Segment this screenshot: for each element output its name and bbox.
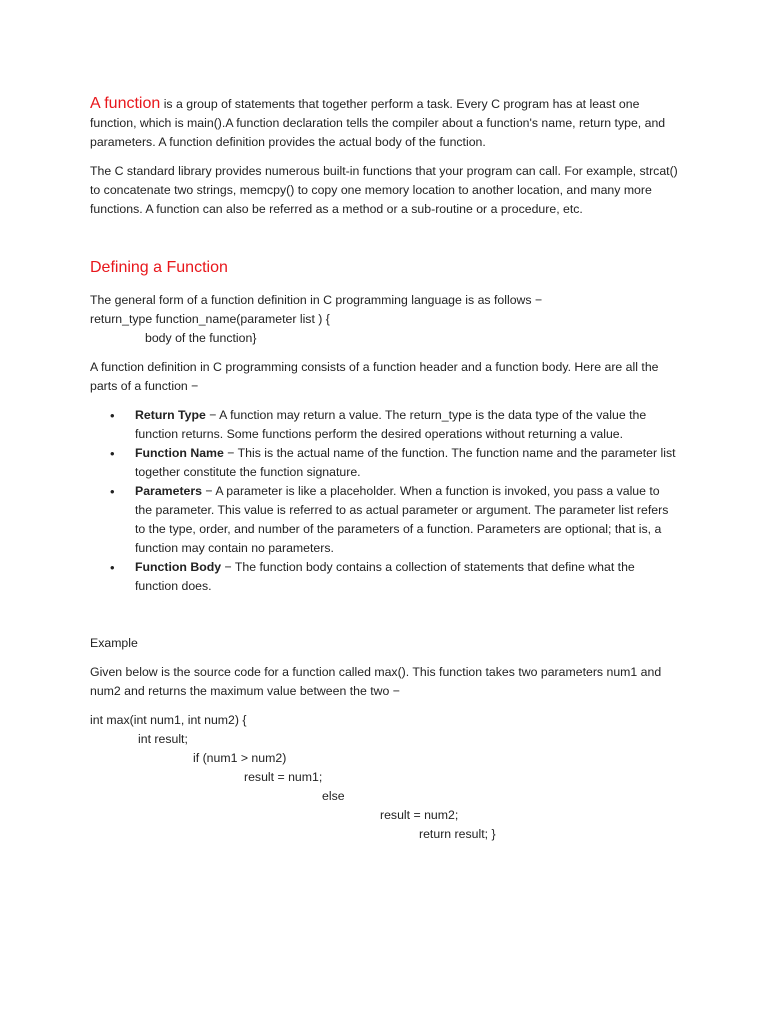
- bullet-icon: •: [110, 484, 115, 499]
- code-line: return result; }: [419, 827, 496, 841]
- example-label: Example: [90, 636, 138, 650]
- bullet-icon: •: [110, 446, 115, 461]
- part-text: − A parameter is like a placeholder. When a function is invoked, you pass a value to the parameter. This value is referred to as actual parameter or argument. The parameter list refers to the type, order, and number of the parameters of a function. Parameters are optional; that is, a function may contain no parameters.: [135, 484, 669, 555]
- document-page: [90, 94, 680, 844]
- bullet-icon: •: [110, 408, 115, 423]
- part-term: Return Type: [135, 408, 206, 422]
- code-line: if (num1 > num2): [193, 751, 287, 765]
- part-text: − The function body contains a collection of statements that define what the function does.: [135, 560, 635, 593]
- list-item: [90, 558, 680, 596]
- list-item: [90, 406, 680, 444]
- code-line: result = num2;: [380, 808, 459, 822]
- code-block: [90, 711, 680, 844]
- parts-intro: A function definition in C programming consists of a function header and a function body. Here are all the parts of a function −: [90, 360, 659, 393]
- code-line: int result;: [138, 732, 188, 746]
- signature-line: return_type function_name(parameter list ) {: [90, 312, 330, 326]
- part-term: Function Name: [135, 446, 224, 460]
- part-text: − A function may return a value. The return_type is the data type of the value the function returns. Some functions perform the desired operations without returning a value.: [135, 408, 647, 441]
- bullet-icon: •: [110, 560, 115, 575]
- list-item: [90, 482, 680, 558]
- body-line: body of the function}: [145, 331, 257, 345]
- general-form-block: [90, 291, 680, 348]
- list-item: [90, 444, 680, 482]
- example-description: Given below is the source code for a function called max(). This function takes two parameters num1 and num2 and returns the maximum value between the two −: [90, 665, 662, 698]
- code-line: result = num1;: [244, 770, 323, 784]
- section-heading: Defining a Function: [90, 259, 228, 276]
- library-paragraph: The C standard library provides numerous built-in functions that your program can call. For example, strcat() to concatenate two strings, memcpy() to copy one memory location to another location, and many more functions. A function can also be referred as a method or a sub-routine or a procedure, etc.: [90, 164, 678, 216]
- intro-text: is a group of statements that together perform a task. Every C program has at least one function, which is main().A function declaration tells the compiler about a function's name, return type, and parameters. A function definition provides the actual body of the function.: [90, 97, 666, 149]
- part-term: Function Body: [135, 560, 222, 574]
- intro-paragraph: [90, 94, 680, 152]
- general-form-text: The general form of a function definition in C programming language is as follows −: [90, 293, 543, 307]
- code-line: else: [322, 789, 345, 803]
- intro-title: A function: [90, 95, 161, 112]
- part-text: − This is the actual name of the function. The function name and the parameter list together constitute the function signature.: [135, 446, 676, 479]
- code-line: int max(int num1, int num2) {: [90, 713, 247, 727]
- parts-list: [90, 406, 680, 596]
- part-term: Parameters: [135, 484, 202, 498]
